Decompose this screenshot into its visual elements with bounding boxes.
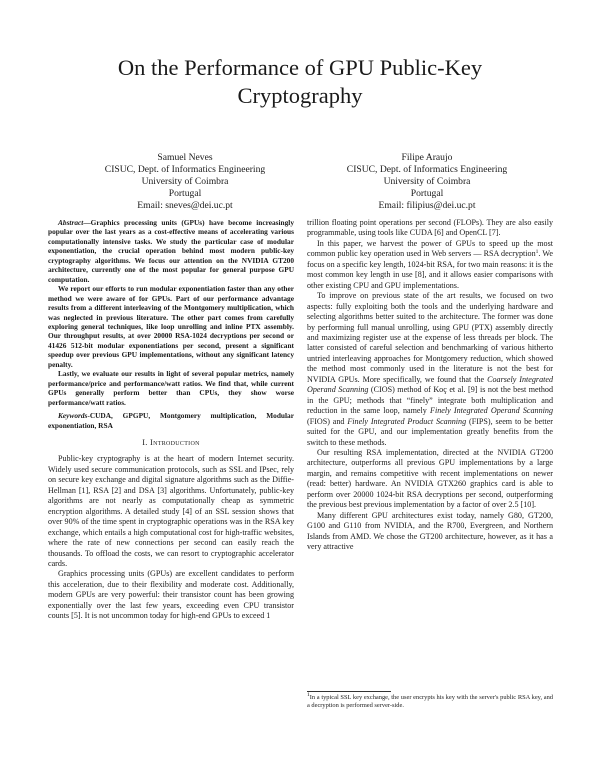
author-block-1: [70, 152, 300, 212]
term-cios: Coarsely Integrated Operand Scanning: [307, 374, 553, 395]
author-block-2: [312, 152, 542, 212]
intro-paragraph-2: Graphics processing units (GPUs) are excellent candidates to perform this acceleration, due to their flexibility and moderate cost. Additionally, modern GPUs are very powerful: their transistor count has been growing exponentially over the last few years, exceeding even CPU transistor counts [5]. It is not uncommon today for high-end GPUs to exceed 1: [48, 569, 294, 621]
body-paragraph-architectures: Many different GPU architectures exist today, namely G80, GT200, G100 and G110 from NVIDIA, and the R700, Evergreen, and Northern Islands from AMD. We chose the GT200 architecture, however, as it has a very attractive: [307, 510, 553, 552]
text-run: (FIOS) and: [307, 416, 348, 426]
footnote: [307, 694, 553, 710]
right-column: [307, 218, 553, 553]
author-name: Filipe Araujo: [401, 152, 453, 163]
text-run: In this paper, we harvest the power of GPUs to speed up the most common public key operation used in Web servers — RSA decryption: [307, 238, 553, 259]
section-title: Introduction: [150, 437, 200, 447]
abstract-paragraph-3: Lastly, we evaluate our results in light of several popular metrics, namely performance/price and performance/watt ratios. We find that, while current GPUs generally perform better than CPUs, they show worse performance/watt ratios.: [48, 369, 294, 407]
body-paragraph-continued: trillion floating point operations per second (FLOPs). They are also easily programmable, using tools like CUDA [6] and OpenCL [7].: [307, 218, 553, 238]
body-paragraph-rsa: [307, 239, 553, 291]
footnote-text: In a typical SSL key exchange, the user encrypts his key with the server's public RSA key, and a decryption is performed server-side.: [307, 694, 553, 710]
section-heading-introduction: [48, 438, 294, 448]
author-university: University of Coimbra: [383, 175, 471, 187]
author-email: Email: filipius@dei.uc.pt: [378, 199, 476, 211]
author-university: University of Coimbra: [141, 175, 229, 187]
author-affiliation: CISUC, Dept. of Informatics Engineering: [346, 163, 508, 175]
intro-paragraph-1: Public-key cryptography is at the heart of modern Internet security. Widely used secure communication protocols, such as SSL and IPsec, rely on secure key exchange and digital signature algorithms such as the Diffie-Hellman [1], RSA [2] and DSA [3] algorithms. Unfortunately, public-key algorithms are not nearly as computationally cheap as symmetric encryption algorithms. A detailed study [4] of an SSL session shows that over 90% of the time spent in cryptographic operations was in the RSA key exchange, which entails a high computational cost for high-traffic websites, where the rate of new connections per second can easily reach the thousands. To offload the costs, we can resort to cryptographic accelerator cards.: [48, 454, 294, 568]
abstract-paragraph-1: —Graphics processing units (GPUs) have become increasingly popular over the last years as a cost-effective means of accelerating various computationally intensive tasks. We study the particular case of modular exponentiation, the crucial operation behind most modern public-key cryptography algorithms. We focus our attention on the NVIDIA GT200 architecture, currently one of the most popular for general purpose GPU computation.: [48, 218, 294, 284]
text-run: (CIOS) method of Koç et al. [9] is not the best method in the GPU; methods that “finely” integrate both multiplication and reduction in the same loop, namely: [307, 385, 554, 416]
author-name: Samuel Neves: [157, 152, 213, 163]
text-run: . We focus on a specific key length, 1024-bit RSA, for two main reasons: it is the most common key length in use [8], and it allows easier comparisons with other existing CPU and GPU implementations.: [307, 249, 553, 290]
footnote-ref: 1: [535, 249, 539, 256]
text-run: (FIPS), seem to be better suited for the GPU, and our implementation greatly benefits from the switch to these methods.: [307, 416, 553, 447]
footnote-rule: [307, 691, 391, 692]
section-number: I.: [142, 437, 148, 447]
author-affiliation: CISUC, Dept. of Informatics Engineering: [104, 163, 266, 175]
abstract-paragraph-2: We report our efforts to run modular exponentiation faster than any other method we were aware of for GPUs. Part of our performance advantage results from a different interleaving of the Montgomery multiplication, which was neglected in previous literature. The other part comes from carefully exploring general techniques, like loop unrolling and inline PTX assembly. Our throughput results, at over 20000 RSA-1024 decryptions per second or 41426 512-bit modular exponentiations per second, present a significant speedup over previous GPU implementations, without any significant latency penalty.: [48, 284, 294, 369]
author-country: Portugal: [168, 187, 202, 199]
abstract: [48, 218, 294, 430]
body-paragraph-methods: [307, 291, 553, 448]
keywords-label: Keywords: [58, 411, 88, 421]
left-column: [48, 218, 294, 622]
author-email: Email: sneves@dei.uc.pt: [137, 199, 233, 211]
paper-title: On the Performance of GPU Public-Key Cryptography: [117, 55, 483, 108]
abstract-label: Abstract: [58, 218, 84, 227]
footnote-mark: 1: [307, 692, 310, 698]
text-run: To improve on previous state of the art results, we focused on two aspects: fully exploiting both the tools and the underlying hardware and selecting algorithms better suited to the architecture. The former was done by performing full manual unrolling, using GPU (PTX) assembly directly and maximizing register use at the expense of less threads per block. The latter consisted of careful selection and benchmarking of various hitherto untried interleaving approaches for Montgomery reduction, which showed the method most commonly used in the literature is not the best for NVIDIA GPUs. More specifically, we found that the: [307, 291, 553, 384]
term-fios: Finely Integrated Operand Scanning: [430, 406, 553, 416]
author-country: Portugal: [410, 187, 444, 199]
term-fips: Finely Integrated Product Scanning: [347, 416, 467, 426]
keywords-list: -CUDA, GPGPU, Montgomery multiplication, Modular exponentiation, RSA: [48, 411, 294, 430]
keywords: [48, 411, 294, 430]
body-paragraph-results: Our resulting RSA implementation, directed at the NVIDIA GT200 architecture, outperforms all previous GPU implementations by a large margin, and remains competitive with recent implementations on newer (read: better) hardware. An NVIDIA GTX260 graphics card is able to perform over 20000 1024-bit RSA decryptions per second, outperforming the previous best previous implementation by a factor of over 2.5 [10].: [307, 447, 553, 510]
